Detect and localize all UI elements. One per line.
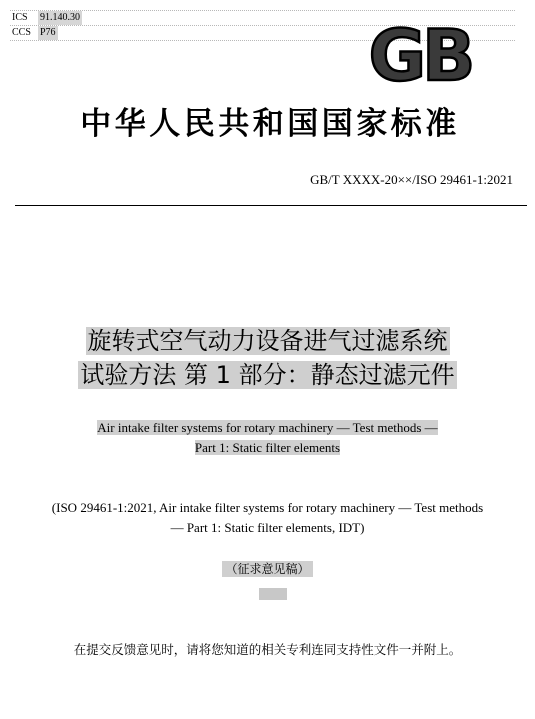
standard-number: GB/T XXXX-20××/ISO 29461-1:2021 <box>310 172 513 187</box>
date-placeholder <box>259 588 287 600</box>
draft-status-label: （征求意见稿） <box>222 561 312 577</box>
iso-reference-line-1: (ISO 29461-1:2021, Air intake filter systems for rotary machinery — Test methods <box>51 500 484 515</box>
gb-logo-text: GB <box>368 20 472 86</box>
chinese-title <box>0 324 535 392</box>
ccs-value: P76 <box>40 27 56 38</box>
chinese-title-line-2: 试验方法 第 1 部分：静态过滤元件 <box>80 361 455 389</box>
english-title-line-1: Air intake filter systems for rotary machinery — Test methods — <box>97 420 438 435</box>
ics-value: 91.140.30 <box>40 12 80 23</box>
iso-reference-line-2: — Part 1: Static filter elements, IDT) <box>170 520 365 535</box>
english-title-line-2: Part 1: Static filter elements <box>194 440 341 455</box>
header-divider <box>15 205 527 206</box>
ccs-label: CCS <box>12 27 31 38</box>
draft-status <box>0 560 535 577</box>
chinese-title-line-1: 旋转式空气动力设备进气过滤系统 <box>87 327 448 355</box>
english-title <box>0 418 535 458</box>
patent-notice: 在提交反馈意见时，请将您知道的相关专利连同支持性文件一并附上。 <box>73 642 462 657</box>
standard-title: 中华人民共和国国家标准 <box>80 106 460 142</box>
ics-label: ICS <box>12 12 28 23</box>
iso-reference <box>10 498 525 538</box>
gb-logo <box>358 20 482 86</box>
